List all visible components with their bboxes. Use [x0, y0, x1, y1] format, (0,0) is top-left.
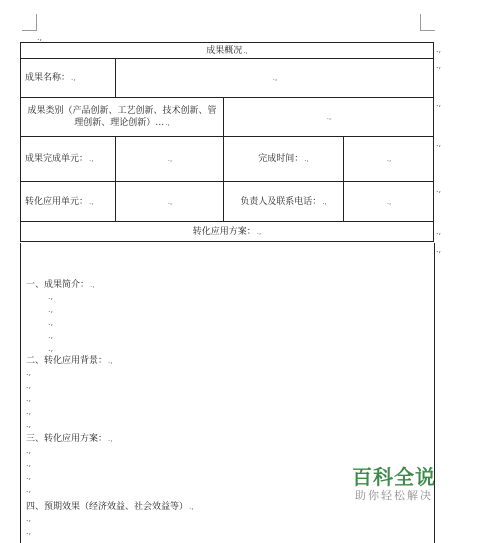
name-row — [21, 59, 434, 98]
row-end-mark: ., — [436, 45, 442, 54]
overview-title-cell: 成果概况., — [21, 43, 434, 59]
plan-content-area[interactable] — [20, 243, 435, 543]
time-value-cell[interactable]: ., — [344, 137, 434, 182]
paragraph-mark: ., — [37, 33, 43, 42]
contact-label: 负责人及联系电话： — [240, 196, 322, 207]
section-2-heading: 二、转化应用背景：., — [26, 356, 113, 366]
time-label: 完成时间： — [258, 154, 304, 164]
category-label: 成果类别（产品创新、工艺创新、技术创新、管理创新、理论创新）… — [27, 106, 217, 128]
empty-line-mark: ., — [48, 292, 54, 301]
empty-line-mark: ., — [26, 446, 32, 455]
transfer-unit-label-cell: 转化应用单元：., — [21, 182, 116, 222]
row-end-mark: ., — [436, 227, 442, 236]
row-end-mark: ., — [436, 61, 442, 70]
empty-line-mark: ., — [26, 420, 32, 429]
name-value-cell[interactable]: ., — [116, 59, 434, 98]
empty-line-mark: ., — [26, 514, 32, 523]
row-end-mark: ., — [436, 245, 442, 254]
plan-title-row — [21, 222, 434, 242]
empty-line-mark: ., — [26, 527, 32, 536]
empty-line-mark: ., — [26, 368, 32, 377]
contact-value-cell[interactable]: ., — [344, 182, 434, 222]
section-3-heading: 三、转化应用方案：., — [26, 434, 113, 444]
name-label: 成果名称： — [25, 73, 71, 83]
watermark-tagline: 助你轻松解决 — [355, 489, 433, 502]
section-4-heading: 四、预期效果（经济效益、社会效益等）., — [26, 502, 194, 512]
transfer-unit-label: 转化应用单元： — [25, 196, 89, 207]
overview-title-row — [21, 43, 434, 59]
empty-line-mark: ., — [26, 459, 32, 468]
unit-value-cell[interactable]: ., — [116, 137, 224, 182]
section-1-heading: 一、成果简介：., — [26, 280, 95, 290]
overview-title: 成果概况 — [206, 45, 243, 56]
time-label-cell: 完成时间：., — [224, 137, 344, 182]
transfer-contact-row — [21, 182, 434, 222]
empty-line-mark: ., — [48, 305, 54, 314]
empty-line-mark: ., — [48, 344, 54, 353]
achievement-form-table — [20, 42, 434, 242]
plan-title-cell: 转化应用方案：., — [21, 222, 434, 242]
crop-mark-top-right — [420, 14, 435, 31]
empty-line-mark: ., — [26, 407, 32, 416]
name-label-cell: 成果名称：., — [21, 59, 116, 98]
empty-line-mark: ., — [26, 485, 32, 494]
category-value-cell[interactable]: ., — [224, 98, 434, 137]
empty-line-mark: ., — [48, 318, 54, 327]
empty-line-mark: ., — [26, 381, 32, 390]
unit-label: 成果完成单元： — [25, 154, 89, 164]
crop-mark-top-left — [22, 14, 37, 31]
plan-title: 转化应用方案： — [192, 226, 256, 237]
category-row — [21, 98, 434, 137]
empty-line-mark: ., — [26, 472, 32, 481]
transfer-unit-value-cell[interactable]: ., — [116, 182, 224, 222]
empty-line-mark: ., — [26, 394, 32, 403]
category-label-cell: 成果类别（产品创新、工艺创新、技术创新、管理创新、理论创新）…., — [21, 98, 224, 137]
unit-time-row — [21, 137, 434, 182]
contact-label-cell: 负责人及联系电话：., — [224, 182, 344, 222]
row-end-mark: ., — [436, 139, 442, 148]
watermark-title: 百科全说 — [352, 465, 436, 489]
unit-label-cell: 成果完成单元：., — [21, 137, 116, 182]
row-end-mark: ., — [436, 185, 442, 194]
row-end-mark: ., — [436, 99, 442, 108]
empty-line-mark: ., — [48, 331, 54, 340]
